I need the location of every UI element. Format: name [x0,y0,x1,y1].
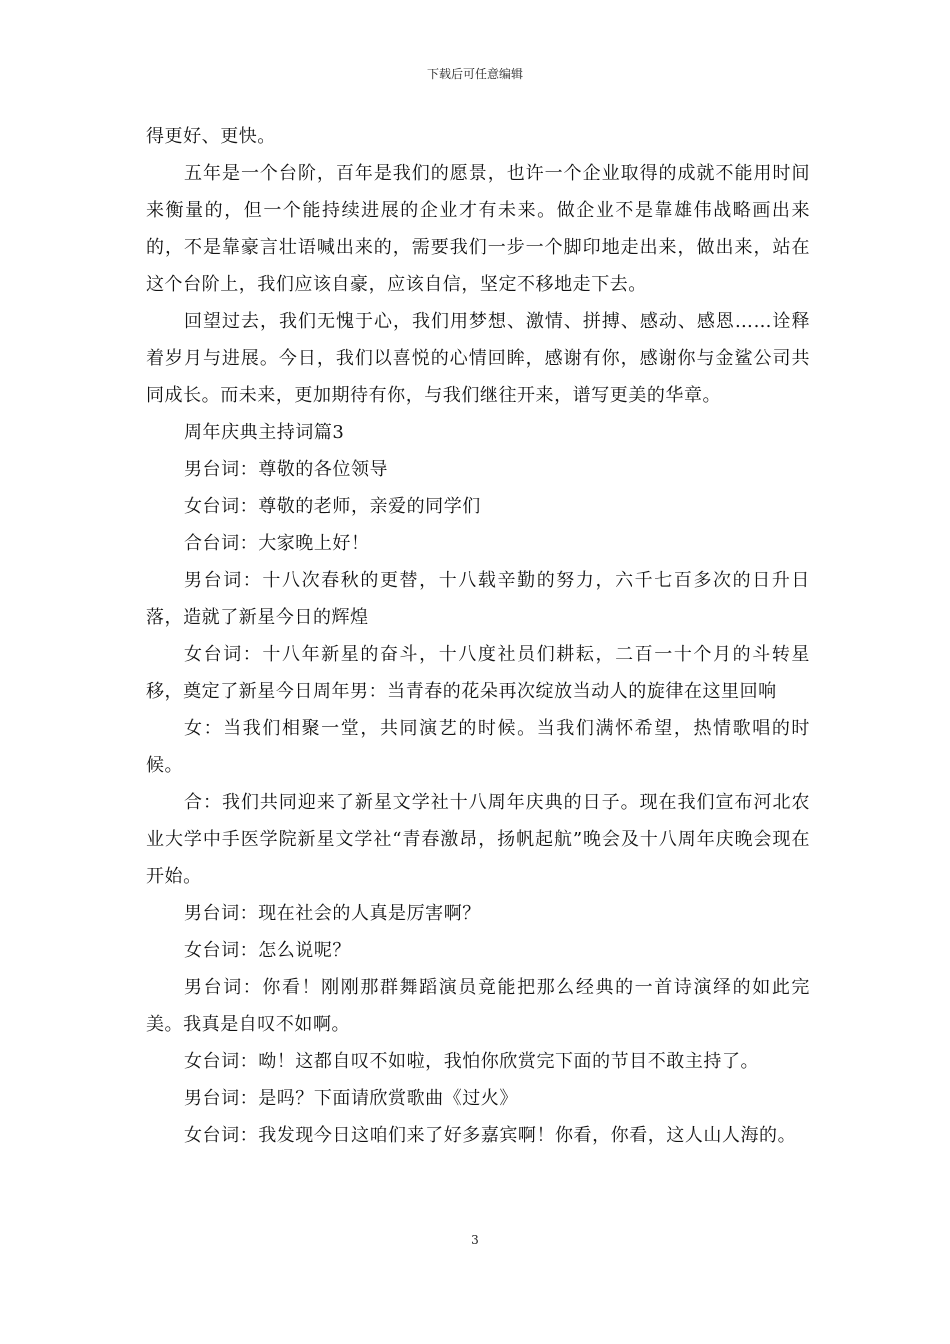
dialogue-line: 合：我们共同迎来了新星文学社十八周年庆典的日子。现在我们宣布河北农业大学中手医学院新星文学社“青春激昂，扬帆起航”晚会及十八周年庆晚会现在开始。 [146,792,810,887]
section-title: 周年庆典主持词篇3 [184,422,345,443]
paragraph: 五年是一个台阶，百年是我们的愿景，也许一个企业取得的成就不能用时间来衡量的，但一个能持续进展的企业才有未来。做企业不是靠雄伟战略画出来的，不是靠豪言壮语喊出来的，需要我们一步一个脚印地走出来，做出来，站在这个台阶上，我们应该自豪，应该自信，坚定不移地走下去。 [146,163,810,295]
paragraph: 得更好、更快。 [146,126,276,147]
dialogue-line: 男台词：十八次春秋的更替，十八载辛勤的努力，六千七百多次的日升日落，造就了新星今日的辉煌 [146,570,810,628]
dialogue-line: 男台词：尊敬的各位领导 [184,459,389,480]
dialogue-line: 男台词：现在社会的人真是厉害啊？ [184,903,481,924]
dialogue-line: 女台词：十八年新星的奋斗，十八度社员们耕耘，二百一十个月的斗转星移，奠定了新星今日周年男：当青春的花朵再次绽放当动人的旋律在这里回响 [146,644,810,702]
dialogue-line: 合台词：大家晚上好！ [184,533,370,554]
dialogue-line: 男台词：你看！刚刚那群舞蹈演员竟能把那么经典的一首诗演绎的如此完美。我真是自叹不如啊。 [146,977,810,1035]
page-number: 3 [471,1233,479,1247]
dialogue-line: 女台词：尊敬的老师，亲爱的同学们 [184,496,481,517]
dialogue-line: 女台词：怎么说呢？ [184,940,351,961]
document-body [146,118,810,1154]
page-header: 下载后可任意编辑 [426,67,523,81]
paragraph: 回望过去，我们无愧于心，我们用梦想、激情、拼搏、感动、感恩……诠释着岁月与进展。今日，我们以喜悦的心情回眸，感谢有你，感谢你与金鲨公司共同成长。而未来，更加期待有你，与我们继往开来，谱写更美的华章。 [146,311,810,406]
dialogue-line: 女台词：我发现今日这咱们来了好多嘉宾啊！你看，你看，这人山人海的。 [184,1125,797,1146]
dialogue-line: 女台词：呦！这都自叹不如啦，我怕你欣赏完下面的节目不敢主持了。 [184,1051,760,1072]
dialogue-line: 女：当我们相聚一堂，共同演艺的时候。当我们满怀希望，热情歌唱的时候。 [146,718,810,776]
dialogue-line: 男台词：是吗？下面请欣赏歌曲《过火》 [184,1088,518,1109]
